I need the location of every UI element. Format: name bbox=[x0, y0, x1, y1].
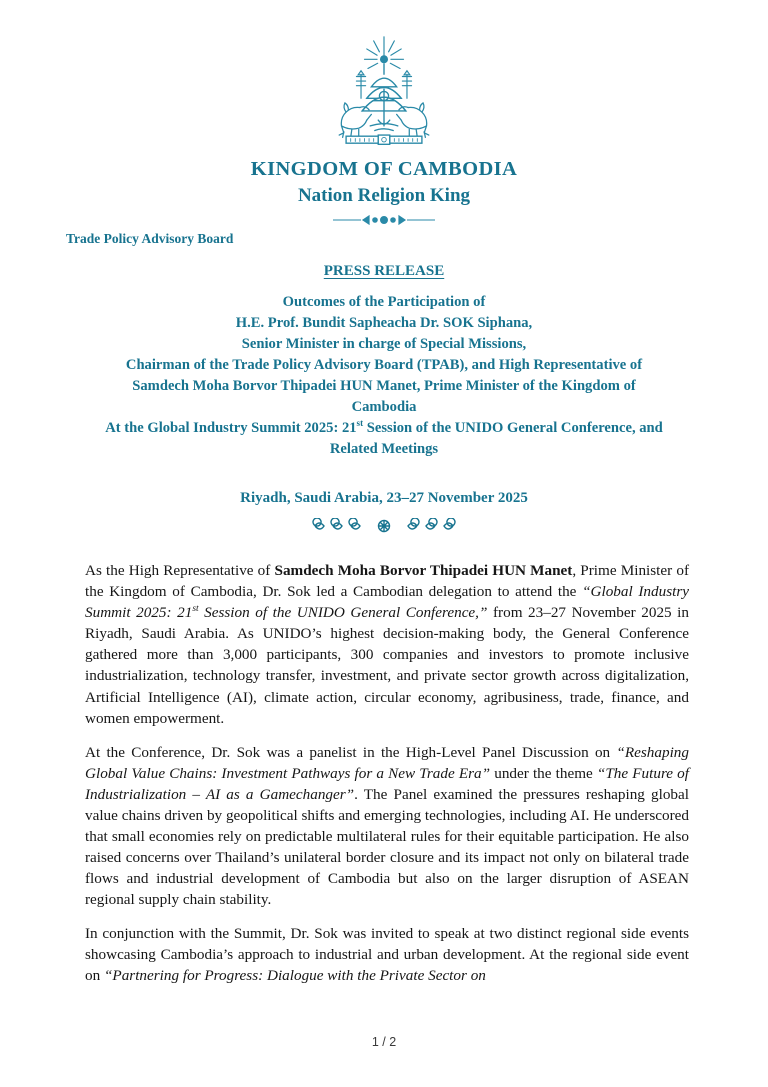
title-line-4: Chairman of the Trade Policy Advisory Board (TPAB), and High Representative of bbox=[125, 357, 643, 374]
body-content bbox=[0, 560, 768, 986]
page-number-footer: 1 / 2 bbox=[371, 1035, 397, 1049]
p1-bold-name: Samdech Moha Borvor Thipadei HUN Manet bbox=[274, 562, 573, 580]
p1-italic1: “Global Industry Summit 2025: 21 bbox=[85, 583, 689, 622]
summit-line-ordinal-suffix: st bbox=[356, 418, 364, 429]
p1-seg1: As the High Representative of bbox=[85, 562, 275, 580]
p1-seg2: , Prime Minister of the Kingdom of Cambodia, Dr. Sok led a Cambodian delegation to attend the bbox=[85, 562, 690, 601]
p2-seg2: under the theme bbox=[490, 764, 597, 782]
summit-line-prefix: At the Global Industry Summit 2025: 21 bbox=[105, 420, 357, 437]
nation-motto: Nation Religion King bbox=[297, 184, 471, 206]
advisory-board-label: Trade Policy Advisory Board bbox=[66, 231, 234, 247]
p2-italic-panel-title: “Reshaping Global Value Chains: Investment Pathways for a New Trade Era” bbox=[85, 743, 689, 782]
paragraph-2 bbox=[85, 742, 689, 910]
press-release-heading: PRESS RELEASE bbox=[323, 263, 445, 280]
title-line-6: Cambodia bbox=[351, 399, 417, 416]
royal-arms-of-cambodia-icon bbox=[325, 34, 443, 146]
title-line-2: H.E. Prof. Bundit Sapheacha Dr. SOK Siphana, bbox=[235, 315, 533, 332]
title-line-5: Samdech Moha Borvor Thipadei HUN Manet, Prime Minister of the Kingdom of bbox=[132, 378, 636, 395]
emblem-container bbox=[0, 0, 768, 151]
p3-seg1: In conjunction with the Summit, Dr. Sok was invited to speak at two distinct regional side events showcasing Cambodia’s approach to industrial and urban development. At the regional side event on bbox=[85, 924, 689, 985]
summit-line-suffix: Session of the UNIDO General Conference, and bbox=[363, 420, 663, 437]
khmer-ornament-divider bbox=[0, 518, 768, 538]
p1-italic2: Session of the UNIDO General Conference,” bbox=[198, 604, 488, 622]
p3-italic-side-event: “Partnering for Progress: Dialogue with the Private Sector on bbox=[103, 967, 486, 985]
p2-italic-theme: “The Future of Industrialization – AI as a Gamechanger” bbox=[85, 764, 689, 803]
title-line-3: Senior Minister in charge of Special Missions, bbox=[241, 336, 527, 353]
title-related-meetings: Related Meetings bbox=[329, 441, 439, 458]
p2-seg1: At the Conference, Dr. Sok was a panelist in the High-Level Panel Discussion on bbox=[85, 743, 617, 761]
title-summit-line bbox=[46, 418, 722, 439]
title-line-1: Outcomes of the Participation of bbox=[282, 294, 486, 311]
p1-seg3: from 23–27 November 2025 in Riyadh, Saudi Arabia. As UNIDO’s highest decision-making body, the General Conference gathered more than 3,000 participants, 300 companies and investors to promote inclusive industrialization, technology transfer, investment, and private sector growth across digitalization, Artificial Intelligence (AI), climate action, circular economy, agribusiness, trade, finance, and women empowerment. bbox=[85, 604, 689, 727]
p1-italic-ordinal: st bbox=[192, 604, 199, 615]
header-divider-ornament bbox=[0, 210, 768, 224]
paragraph-1 bbox=[85, 560, 689, 728]
kingdom-title: KINGDOM OF CAMBODIA bbox=[250, 158, 518, 180]
p2-seg3: . The Panel examined the pressures reshaping global value chains driven by geopolitical shifts and emerging technologies, including AI. He underscored that small economies rely on predictable multilateral rules for their equitable participation. He also raised concerns over Thailand’s unilateral border closure and its impact not only on bilateral trade flows and industrial development of Cambodia but also on the larger disruption of ASEAN regional supply chain stability. bbox=[85, 785, 689, 908]
document-title-block bbox=[0, 292, 768, 460]
place-and-date: Riyadh, Saudi Arabia, 23–27 November 2025 bbox=[240, 490, 528, 507]
paragraph-3 bbox=[85, 923, 689, 986]
